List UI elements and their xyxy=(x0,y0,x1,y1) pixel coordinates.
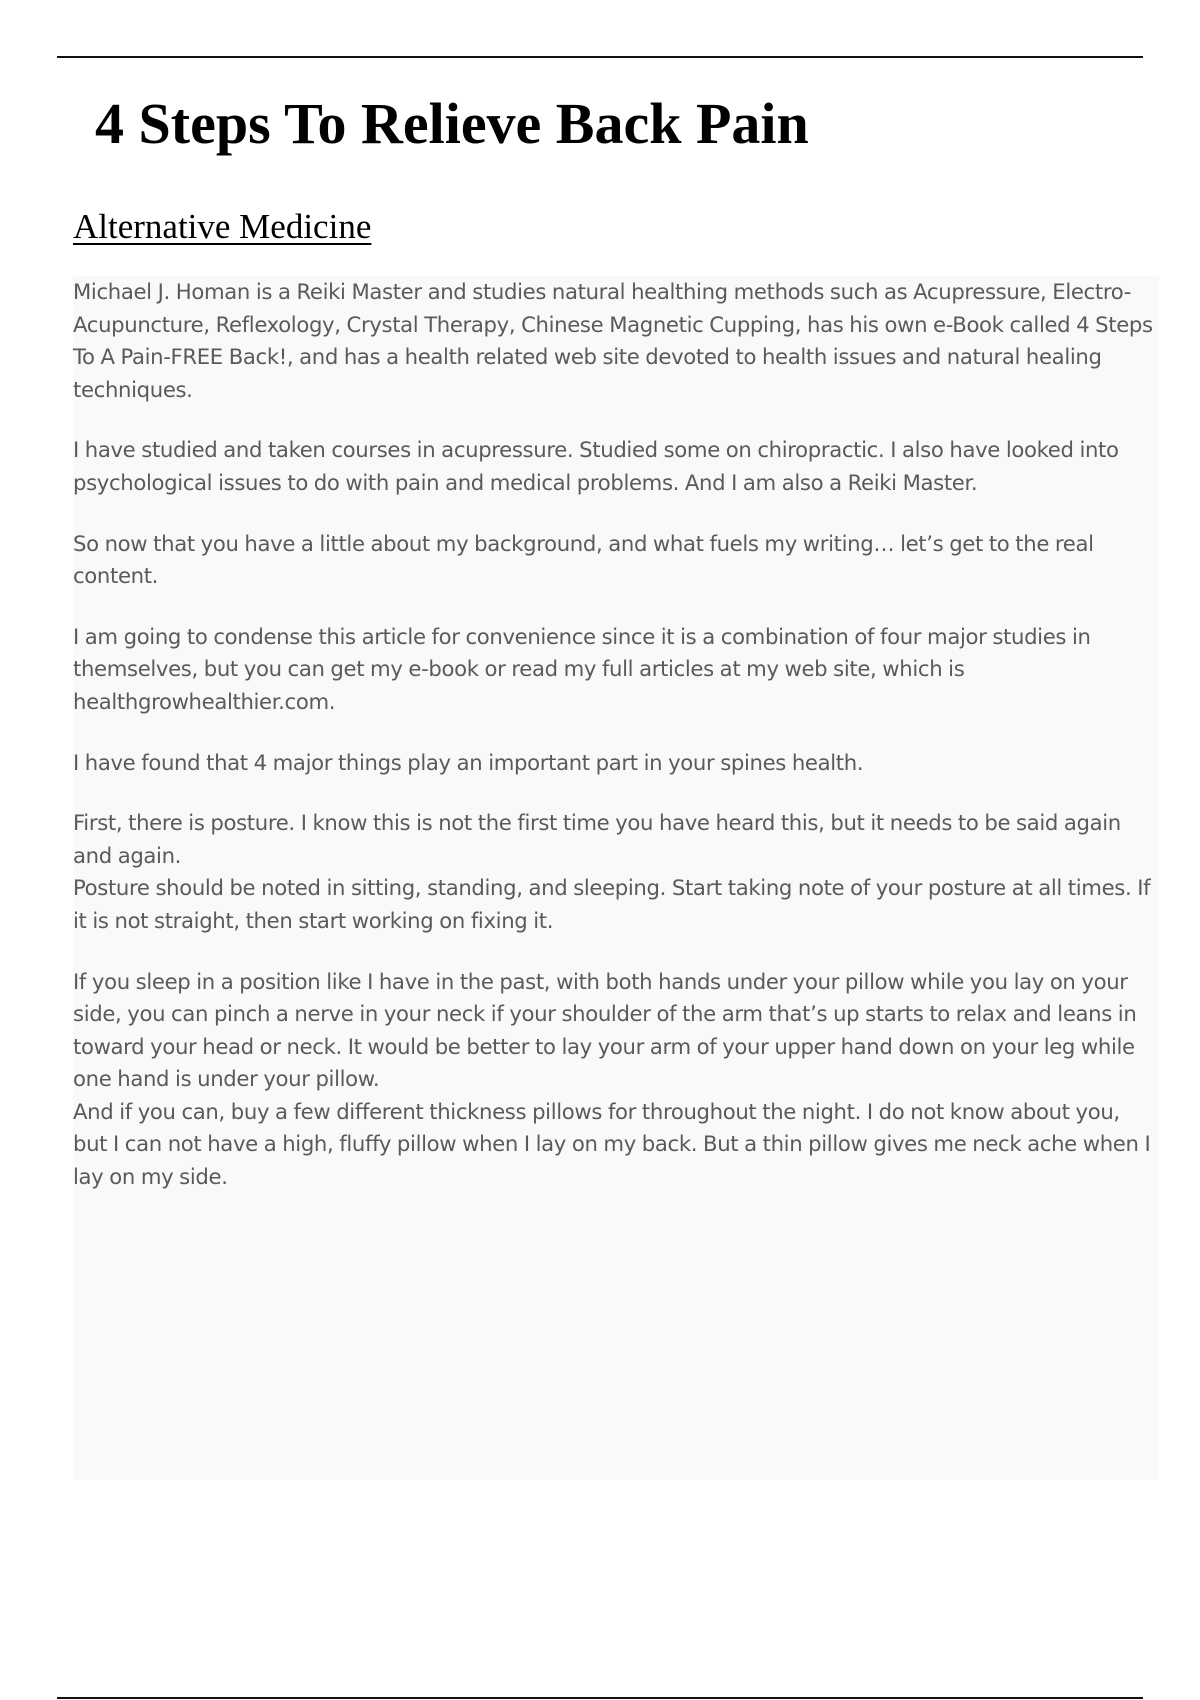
paragraph-intro: Michael J. Homan is a Reiki Master and studies natural healthing methods such as Acupressure, Electro-Acupuncture, Reflexology, Crystal Therapy, Chinese Magnetic Cupping, has his own e-Book called 4 Steps To A Pain-FREE Back!, and has a health related web site devoted to health issues and natural healing techniques. xyxy=(73,279,1153,402)
bottom-divider xyxy=(57,1697,1143,1699)
paragraph-sleeping-line-1: If you sleep in a position like I have in the past, with both hands under your pillow while you lay on your side, you can pinch a nerve in your neck if your shoulder of the arm that’s up starts to relax and leans in toward your head or neck. It would be better to lay your arm of your upper hand down on your leg while one hand is under your pillow. xyxy=(73,968,1137,1092)
paragraph-posture-line-2: Posture should be noted in sitting, standing, and sleeping. Start taking note of your posture at all times. If it is not straight, then start working on fixing it. xyxy=(73,875,1151,933)
paragraph-background: I have studied and taken courses in acupressure. Studied some on chiropractic. I also have looked into psychological issues to do with pain and medical problems. And I am also a Reiki Master. xyxy=(73,437,1119,495)
paragraph-posture xyxy=(73,807,1159,937)
top-divider xyxy=(57,56,1143,58)
paragraph-four-things: I have found that 4 major things play an important part in your spines health. xyxy=(73,749,864,775)
page-title: 4 Steps To Relieve Back Pain xyxy=(95,91,809,156)
paragraph-sleeping xyxy=(73,966,1159,1194)
paragraph-posture-line-1: First, there is posture. I know this is not the first time you have heard this, but it needs to be said again and again. xyxy=(73,810,1121,868)
paragraph-condense: I am going to condense this article for convenience since it is a combination of four major studies in themselves, but you can get my e-book or read my full articles at my web site, which is healthgrowhealthier.com. xyxy=(73,623,1091,714)
article-body xyxy=(73,276,1159,1480)
paragraph-sleeping-line-2: And if you can, buy a few different thickness pillows for throughout the night. I do not know about you, but I can not have a high, fluffy pillow when I lay on my back. But a thin pillow gives me neck ache when I lay on my side. xyxy=(73,1098,1151,1190)
category-heading: Alternative Medicine xyxy=(73,207,372,246)
paragraph-transition: So now that you have a little about my background, and what fuels my writing… let’s get to the real content. xyxy=(73,530,1094,589)
